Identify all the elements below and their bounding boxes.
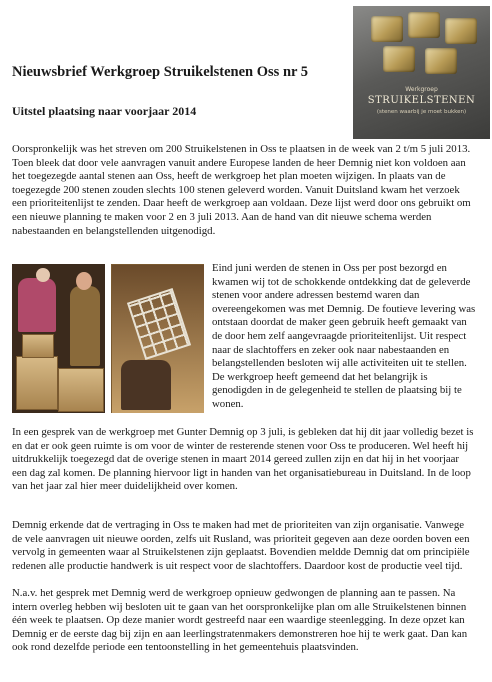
stone-icon	[408, 12, 440, 38]
paragraph-conversation: In een gesprek van de werkgroep met Gunter Demnig op 3 juli, is gebleken dat hij dit jaar volledig bezet is en dat er ook geen ruimte is om voor de winter de resterende stenen voor Oss te produceren. Wel heeft hij uitdrukkelijk toegezegd dat de overige stenen in maart 2014 gereed zullen zijn en dat hij in het voorjaar een dag zal komen. De planning hiervoor ligt in handen van het organisatiebureau in Duitsland. In de loop van het jaar zal hier meer duidelijkheid over komen.	[12, 426, 474, 493]
paragraph-intro: Oorspronkelijk was het streven om 200 Struikelstenen in Oss te plaatsen in de week van 2 t/m 5 juli 2013. Toen bleek dat door vele aanvragen vanuit andere Europese landen de heer Demnig niet kon voldoen aan het toegezegde aantal stenen aan Oss, heeft de werkgroep het plan moeten wijzigen. In plaats van de toegezegde 200 stenen zouden slechts 100 stenen geleverd worden. Vanuit Duitsland kwam het verzoek een prioriteitenlijst te zenden. Daar heeft de werkgroep aan voldaan. Deze lijst werd door ons gebruikt om een nieuwe planning te maken voor 2 en 3 juli 2013. Aan de hand van dit nieuwe schema werden nabestaanden en belangstellenden uitgenodigd.	[12, 143, 471, 237]
stone-icon	[371, 16, 403, 42]
logo-top-label: Werkgroep	[405, 86, 438, 93]
struikelstenen-logo	[353, 6, 490, 139]
logo-name: STRUIKELSTENEN	[367, 95, 476, 106]
paragraph-delivery: Eind juni werden de stenen in Oss per post bezorgd en kwamen wij tot de schokkende ontdekking dat de geleverde stenen voor andere adressen bestemd waren dan overeengekomen was met Demnig. De foutieve levering was ontstaan doordat de maker geen gebruik heeft gemaakt van de door hem zelf aangevraagde prioriteitenlijst. Uit respect naar de slachtoffers en zeker ook naar nabestaanden en belangstellenden besloten wij alle activiteiten uit te stellen. De werkgroep heeft gemeend dat het belangrijk is genodigden in de gelegenheid te stellen de plaatsing bij te wonen.	[212, 262, 476, 410]
photo-stones-in-crate	[111, 264, 204, 413]
newsletter-title: Nieuwsbrief Werkgroep Struikelstenen Oss nr 5	[12, 64, 309, 80]
stone-icon	[445, 18, 477, 44]
photo-unpacking-boxes	[12, 264, 105, 413]
paragraph-priorities: Demnig erkende dat de vertraging in Oss te maken had met de prioriteiten van zijn organisatie. Vanwege de vele aanvragen uit nieuwe oorden, zelfs uit Rusland, was prioriteit gegeven aan deze oorden boven een vervolg in gemeenten waar al Struikelstenen zijn geplaatst. Bovendien meldde Demnig dat om principiële redenen alle productie handwerk is uit respect voor de slachtoffers. Daardoor kost de productie veel tijd.	[12, 519, 470, 572]
paragraph-new-plan: N.a.v. het gesprek met Demnig werd de werkgroep opnieuw gedwongen de planning aan te passen. Na intern overleg hebben wij besloten uit te gaan van het oorspronkelijke plan om alle Struikelstenen binnen één week te plaatsen. Op deze manier wordt gestreefd naar een waardige steenlegging. In deze opzet kan Demnig er de eerste dag bij zijn en aan leerlingstratenmakers demonstreren hoe hij te werk gaat. Dan kan ook rond dezelfde periode een tentoonstelling in het gemeentehuis plaatsvinden.	[12, 587, 468, 654]
logo-subtitle: (stenen waarbij je moet bukken)	[376, 109, 467, 115]
stone-icon	[425, 48, 457, 74]
stone-icon	[383, 46, 415, 72]
article-heading: Uitstel plaatsing naar voorjaar 2014	[12, 104, 197, 118]
